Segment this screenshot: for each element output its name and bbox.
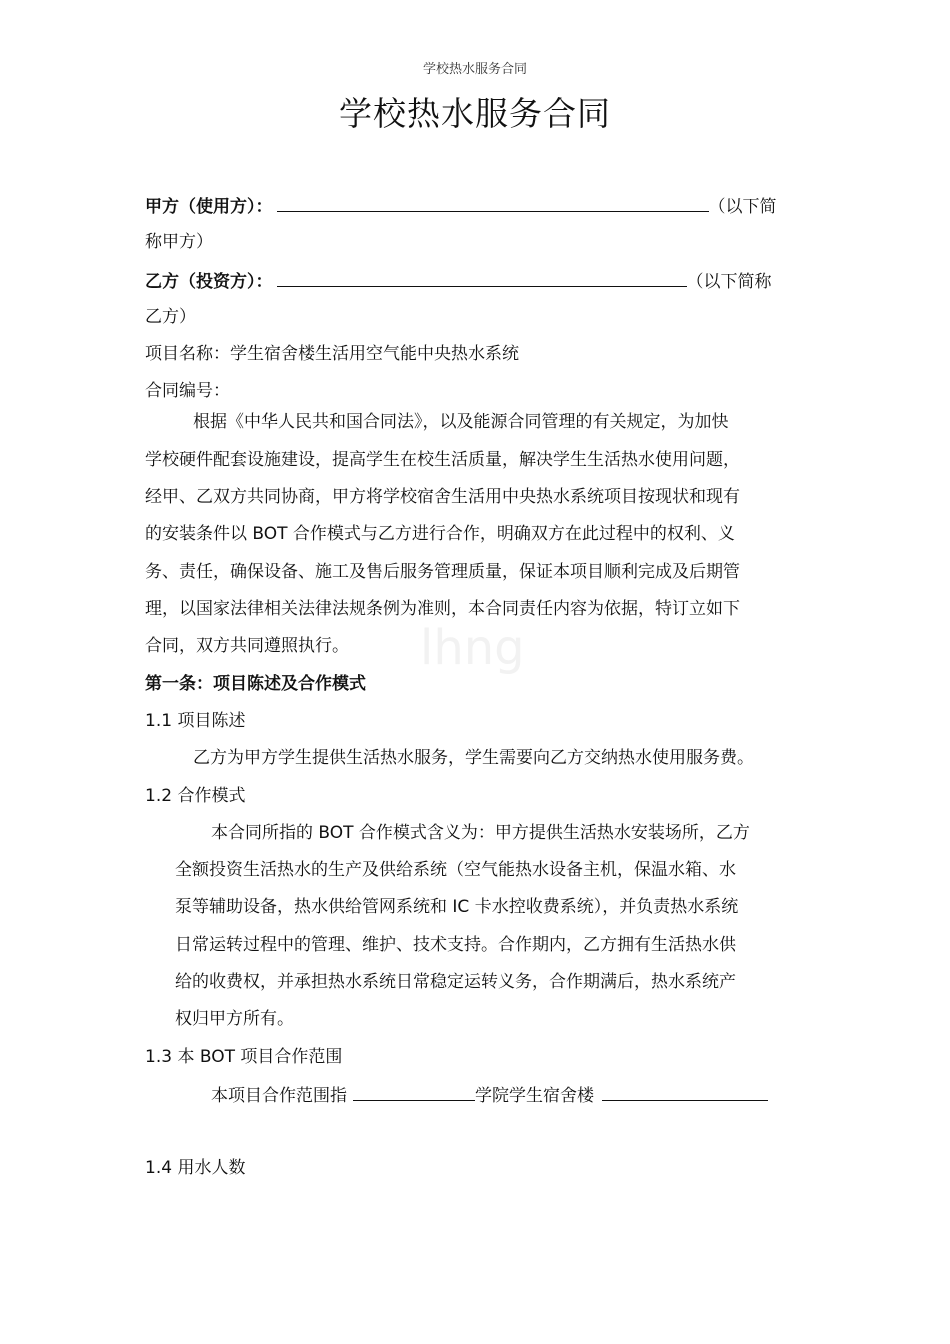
preamble-line: 经甲、乙双方共同协商，甲方将学校宿舍生活用中央热水系统项目按现状和现有 [145, 487, 740, 507]
section-1-2-body-line: 权归甲方所有。 [175, 1009, 294, 1029]
contract-number: 合同编号： [145, 381, 230, 401]
section-1-1-title: 1.1 项目陈述 [145, 711, 246, 731]
section-1-2-body-line: 日常运转过程中的管理、维护、技术支持。合作期内，乙方拥有生活热水供 [175, 935, 736, 955]
party-b-suffix-line: 乙方） [145, 307, 196, 327]
project-name: 项目名称：学生宿舍楼生活用空气能中央热水系统 [145, 344, 519, 364]
section-1-1-body: 乙方为甲方学生提供生活热水服务，学生需要向乙方交纳热水使用服务费。 [193, 748, 754, 768]
section-1-2-body-line: 泵等辅助设备，热水供给管网系统和 IC 卡水控收费系统），并负责热水系统 [175, 897, 739, 917]
section-1-2-body-line: 全额投资生活热水的生产及供给系统（空气能热水设备主机，保温水箱、水 [175, 860, 736, 880]
preamble-line: 的安装条件以 BOT 合作模式与乙方进行合作，明确双方在此过程中的权利、义 [145, 524, 735, 544]
section-1-3-text-2: 学院学生宿舍楼 [475, 1086, 594, 1106]
watermark: lhng [420, 620, 525, 676]
section-1-4-title: 1.4 用水人数 [145, 1158, 246, 1178]
section-1-3-blank-1 [353, 1082, 475, 1101]
party-a-line [145, 193, 777, 219]
party-a-suffix: （以下简 [708, 197, 777, 217]
section-1-2-title: 1.2 合作模式 [145, 786, 246, 806]
party-b-blank [277, 268, 687, 287]
document-title: 学校热水服务合同 [339, 94, 611, 133]
party-b-suffix: （以下简称 [686, 272, 772, 292]
section-1-2-body-line: 本合同所指的 BOT 合作模式含义为：甲方提供生活热水安装场所，乙方 [211, 823, 750, 843]
preamble-line: 合同，双方共同遵照执行。 [145, 636, 349, 656]
section-1-3-body [211, 1082, 768, 1108]
preamble-line: 务、责任，确保设备、施工及售后服务管理质量，保证本项目顺利完成及后期管 [145, 562, 740, 582]
page-header: 学校热水服务合同 [422, 62, 527, 77]
article-1-heading: 第一条：项目陈述及合作模式 [145, 674, 366, 694]
party-a-blank [277, 193, 709, 212]
section-1-2-body-line: 给的收费权，并承担热水系统日常稳定运转义务，合作期满后，热水系统产 [175, 972, 736, 992]
party-b-line [145, 268, 772, 294]
preamble-line: 学校硬件配套设施建设，提高学生在校生活质量，解决学生生活热水使用问题， [145, 450, 740, 470]
section-1-3-blank-2 [602, 1082, 768, 1101]
party-b-label: 乙方（投资方）： [145, 272, 273, 292]
preamble-line: 理，以国家法律相关法律法规条例为准则，本合同责任内容为依据，特订立如下 [145, 599, 740, 619]
party-a-label: 甲方（使用方）： [145, 197, 273, 217]
party-a-suffix-line: 称甲方） [145, 232, 213, 252]
section-1-3-title: 1.3 本 BOT 项目合作范围 [145, 1047, 343, 1067]
preamble-line: 根据《中华人民共和国合同法》，以及能源合同管理的有关规定，为加快 [193, 412, 729, 432]
section-1-3-text-1: 本项目合作范围指 [211, 1086, 347, 1106]
